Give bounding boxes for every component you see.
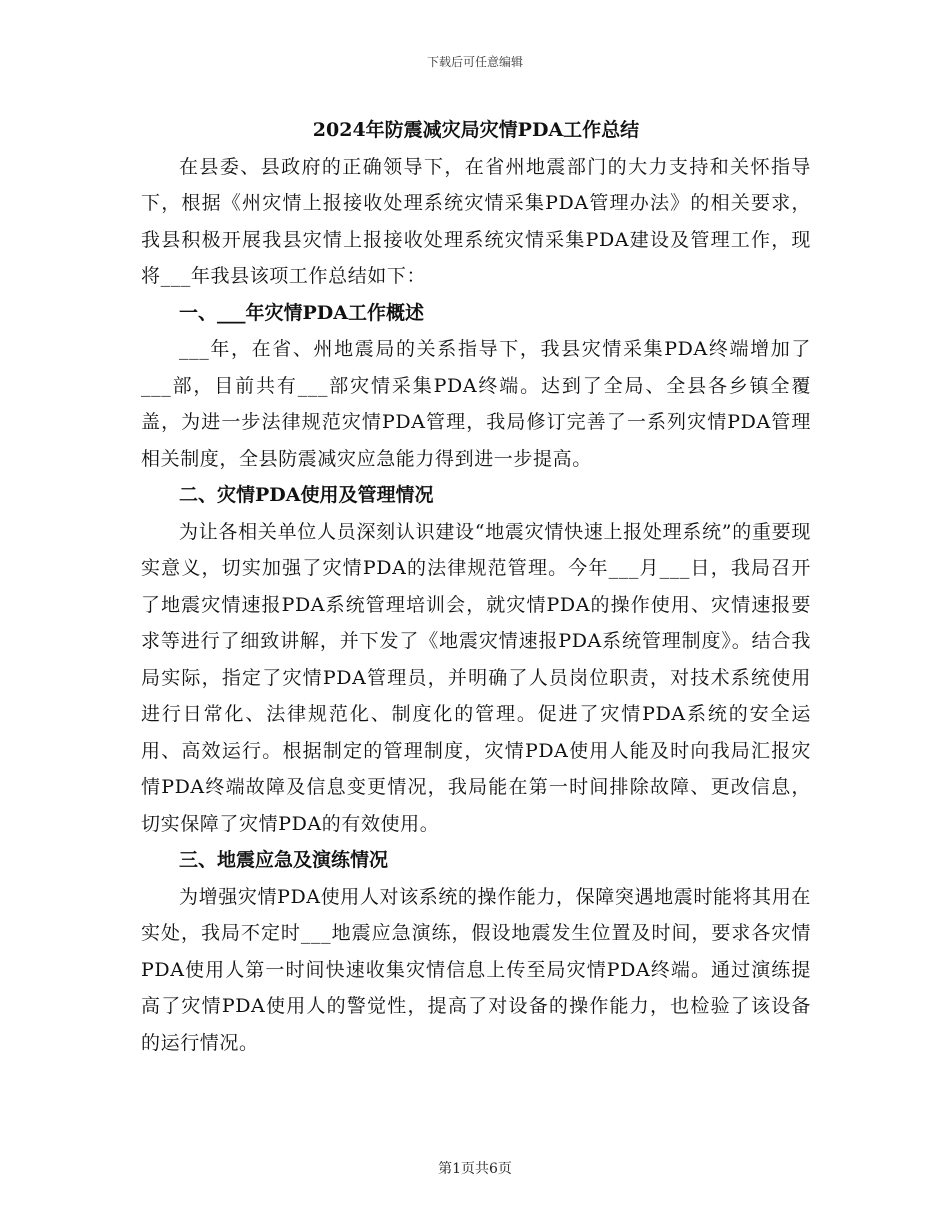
section-heading: 二、灾情PDA使用及管理情况 (179, 484, 434, 506)
section-3 (141, 842, 811, 1061)
section-heading: 三、地震应急及演练情况 (179, 849, 389, 871)
page-number: 第1页共6页 (438, 1161, 512, 1177)
section-heading: 一、___年灾情PDA工作概述 (179, 301, 425, 324)
section-1 (141, 295, 811, 478)
intro-paragraph: 在县委、县政府的正确领导下，在省州地震部门的大力支持和关怀指导下，根据《州灾情上报接收处理系统灾情采集PDA管理办法》的相关要求，我县积极开展我县灾情上报接收处理系统灾情采集PDA建设及管理工作，现将___年我县该项工作总结如下： (141, 155, 811, 287)
section-paragraph: 为让各相关单位人员深刻认识建设“地震灾情快速上报处理系统”的重要现实意义，切实加强了灾情PDA的法律规范管理。今年___月___日，我局召开了地震灾情速报PDA系统管理培训会，就灾情PDA的操作使用、灾情速报要求等进行了细致讲解，并下发了《地震灾情速报PDA系统管理制度》。结合我局实际，指定了灾情PDA管理员，并明确了人员岗位职责，对技术系统使用进行日常化、法律规范化、制度化的管理。促进了灾情PDA系统的安全运用、高效运行。根据制定的管理制度，灾情PDA使用人能及时向我局汇报灾情PDA终端故障及信息变更情况，我局能在第一时间排除故障、更改信息，切实保障了灾情PDA的有效使用。 (141, 520, 811, 835)
page-header-note: 下载后可任意编辑 (426, 55, 523, 69)
section-paragraph: ___年，在省、州地震局的关系指导下，我县灾情采集PDA终端增加了___部，目前共有___部灾情采集PDA终端。达到了全局、全县各乡镇全覆盖，为进一步法律规范灾情PDA管理，我局修订完善了一系列灾情PDA管理相关制度，全县防震减灾应急能力得到进一步提高。 (141, 338, 811, 470)
section-2 (141, 477, 811, 842)
document-title: 2024年防震减灾局灾情PDA工作总结 (312, 119, 640, 141)
document-body (141, 112, 811, 1061)
section-paragraph: 为增强灾情PDA使用人对该系统的操作能力，保障突遇地震时能将其用在实处，我局不定时___地震应急演练，假设地震发生位置及时间，要求各灾情PDA使用人第一时间快速收集灾情信息上传至局灾情PDA终端。通过演练提高了灾情PDA使用人的警觉性，提高了对设备的操作能力，也检验了该设备的运行情况。 (141, 885, 811, 1054)
